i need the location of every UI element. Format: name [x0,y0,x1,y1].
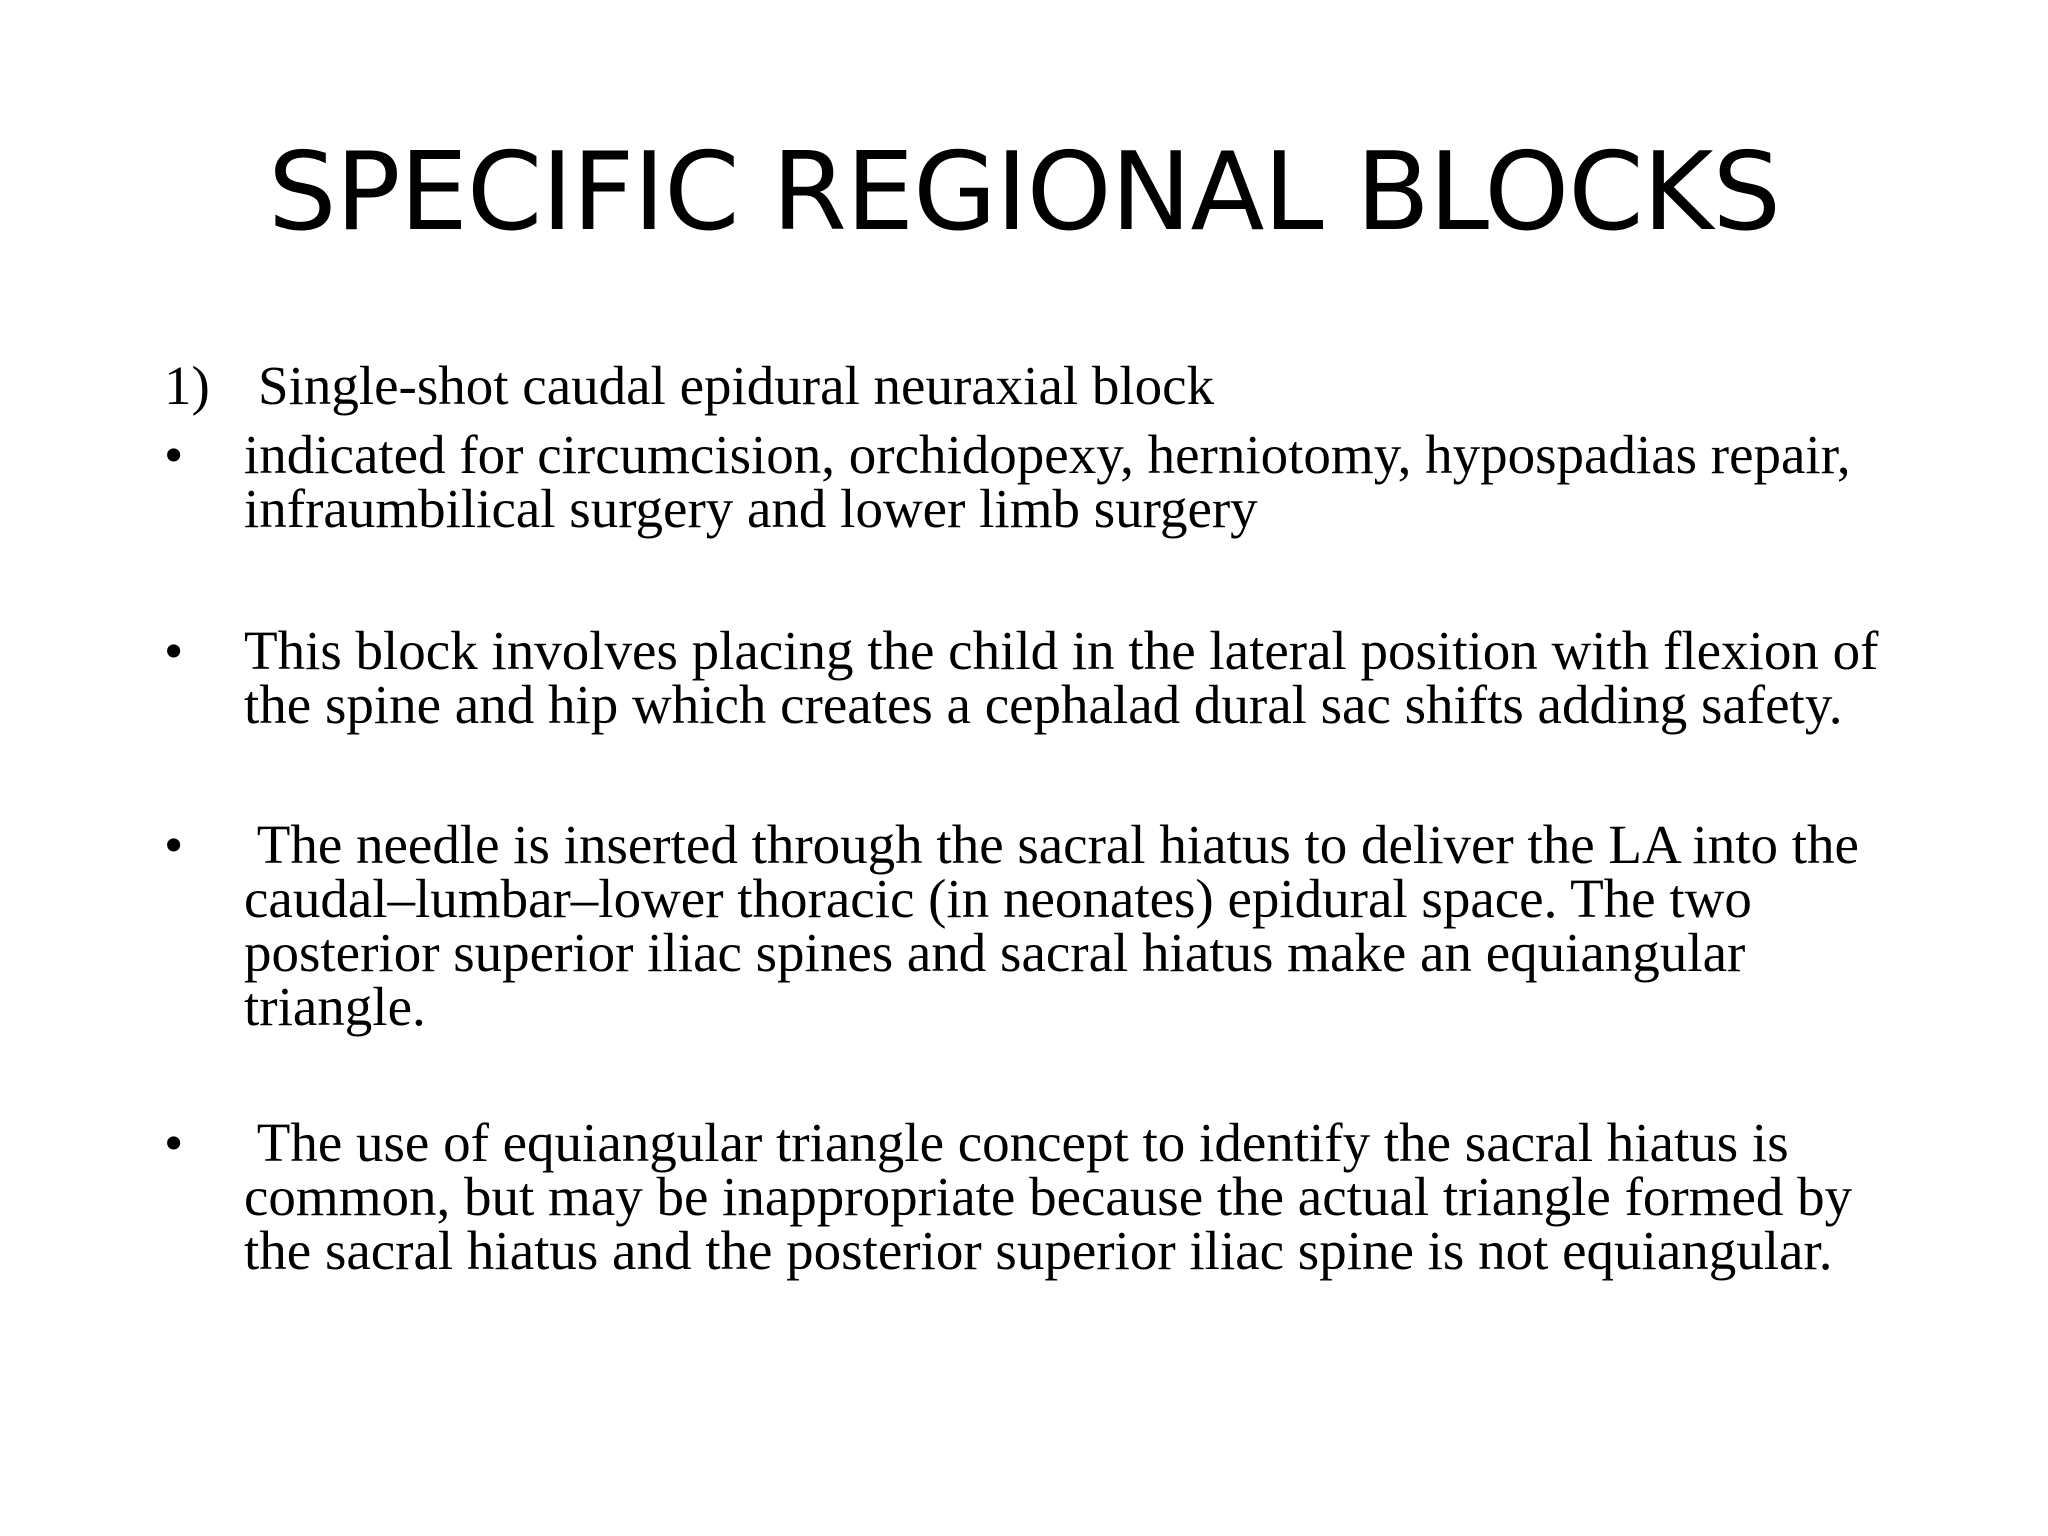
bullet-line: indicated for circumcision, orchidopexy, herniotomy, hypospadias repair, [244,424,1851,485]
bullet-icon: • [164,424,184,485]
bullet-line: The use of equiangular triangle concept to identify the sacral hiatus is [244,1112,1789,1173]
bullet-item [164,814,1964,1037]
bullet-text [244,1112,1964,1281]
bullet-text [244,814,1964,1037]
subheading-text: Single-shot caudal epidural neuraxial block [258,355,1215,416]
bullet-item [164,620,1964,735]
bullet-item [164,424,1964,539]
bullet-icon: • [164,620,184,681]
bullet-line: caudal–lumbar–lower thoracic (in neonates) epidural space. The two [244,868,1752,929]
bullet-line: infraumbilical surgery and lower limb surgery [244,478,1258,539]
subheading-number: 1) [164,355,210,416]
bullet-line: The needle is inserted through the sacral hiatus to deliver the LA into the [244,814,1859,875]
bullet-line: common, but may be inappropriate because the actual triangle formed by [244,1166,1853,1227]
bullet-text [244,424,1964,539]
bullet-icon: • [164,814,184,875]
bullet-line: triangle. [244,976,426,1037]
subheading [164,356,1214,416]
bullet-line: the sacral hiatus and the posterior superior iliac spine is not equiangular. [244,1220,1833,1281]
bullet-text [244,620,1964,735]
bullet-item [164,1112,1964,1281]
bullet-icon: • [164,1112,184,1173]
slide-title: SPECIFIC REGIONAL BLOCKS [267,130,1781,255]
bullet-line: the spine and hip which creates a cephalad dural sac shifts adding safety. [244,674,1843,735]
bullet-line: posterior superior iliac spines and sacral hiatus make an equiangular [244,922,1746,983]
bullet-line: This block involves placing the child in the lateral position with flexion of [244,620,1879,681]
